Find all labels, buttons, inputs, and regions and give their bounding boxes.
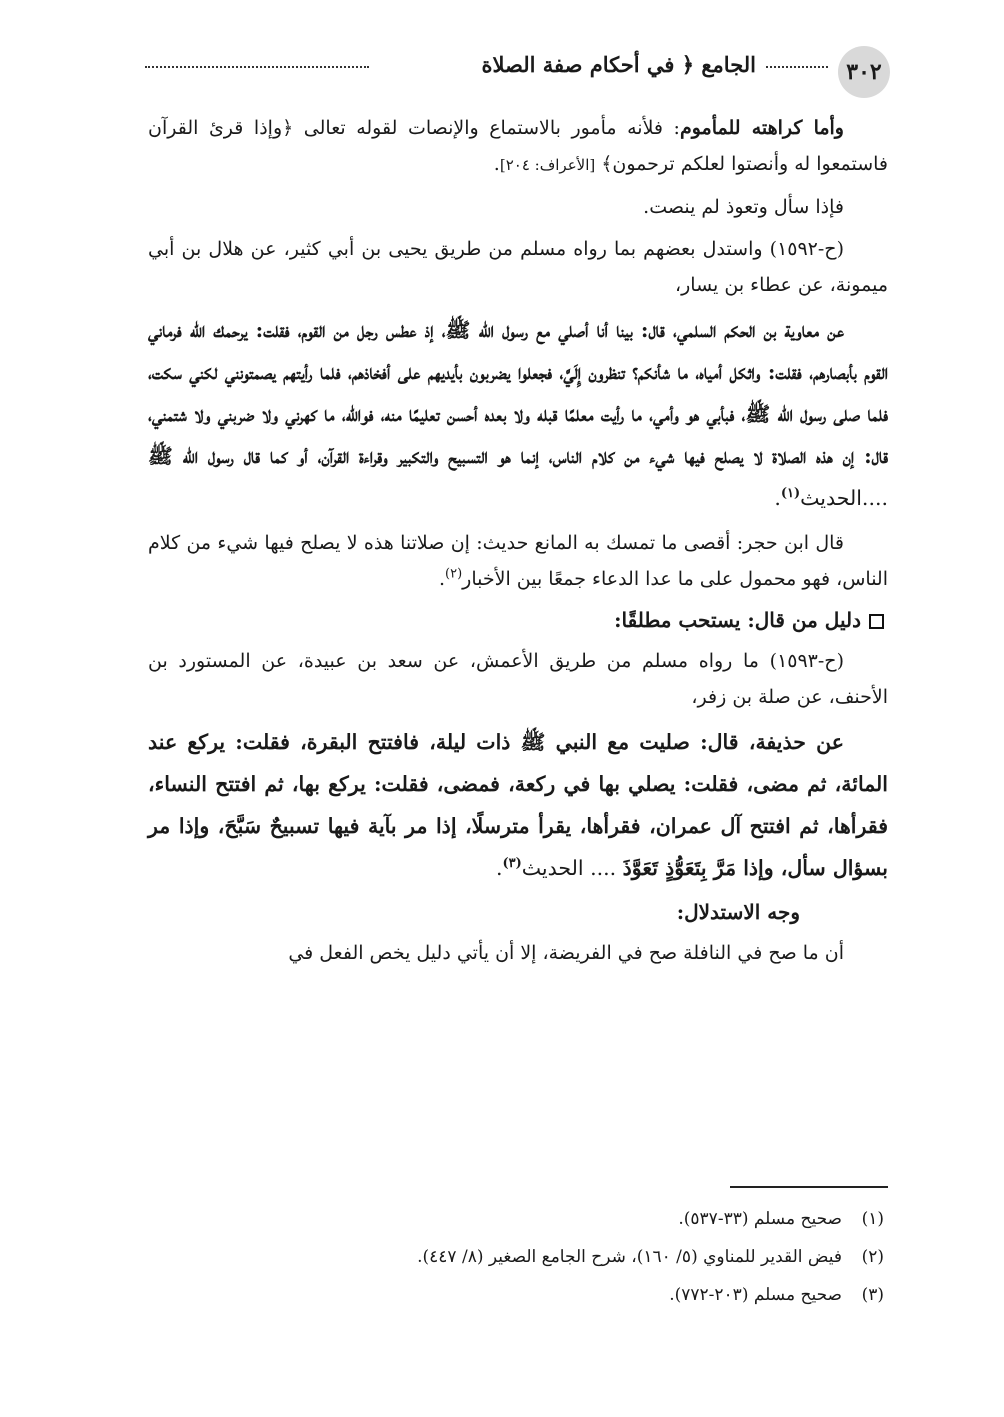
footnote-ref-2: (٢) (445, 566, 463, 582)
footnote-ref-1: (١) (780, 486, 801, 502)
footnote-item: (١)صحيح مسلم (٣٣-٥٣٧). (678, 1209, 884, 1229)
footnote-item: (٣)صحيح مسلم (٢٠٣-٧٧٢). (669, 1285, 884, 1305)
page-body (148, 110, 888, 977)
paragraph-istidlal: أن ما صح في النافلة صح في الفريضة، إلا أن يأتي دليل يخص الفعل في (288, 942, 844, 964)
footnote-ref-3: (٣) (502, 856, 522, 872)
paragraph-narration-1593: (ح-١٥٩٣) ما رواه مسلم من طريق الأعمش، عن سعد بن عبيدة، عن المستورد بن الأحنف، عن صلة بن زفر، (148, 650, 888, 708)
section-heading-istidlal: وجه الاستدلال: (676, 900, 800, 924)
page-header (145, 44, 890, 100)
checkbox-square-icon (869, 614, 884, 629)
quran-citation: [الأعراف: ٢٠٤] (499, 156, 596, 174)
footnote-divider (730, 1186, 888, 1188)
hadith-muawiya: عن معاوية بن الحكم السلمي، قال: بينا أنا أصلي مع رسول الله ﷺ، إذ عطس رجل من القوم، فقلت: يرحمك الله فرماني القوم بأبصارهم، فقلت: واثكل أمياه، ما شأنكم؟ تنظرون إِلَيَّ، فجعلوا يضربون بأيديهم على أفخاذهم، فلما رأيتهم يصمتونني لكني سكت، فلما صلى رسول الله ﷺ، فبأبي هو وأمي، ما رأيت معلمًا قبله ولا بعده أحسن تعليمًا منه، فوالله، ما كهرني ولا ضربني ولا شتمني، قال: إن هذه الصلاة لا يصلح فيها شيء من كلام الناس، إنما هو التسبيح والتكبير وقراءة القرآن، أو كما قال رسول الله ﷺ ....الحديث$^{(١)}$. (148, 318, 888, 510)
section-heading-mustahab: دليل من قال: يستحب مطلقًا: (148, 603, 888, 637)
page-number: ٣٠٢ (838, 46, 890, 98)
paragraph-imam-dislike: وأما كراهته للمأموم: فلأنه مأمور بالاستماع والإنصات لقوله تعالى ﴿وإذا قرئ القرآن فاستمعوا له وأنصتوا لعلكم ترحمون﴾ [الأعراف: ٢٠٤]. (148, 117, 888, 175)
header-dots-left (145, 66, 369, 68)
paragraph-ibn-hajar: قال ابن حجر: أقصى ما تمسك به المانع حديث: إن صلاتنا هذه لا يصلح فيها شيء من كلام الناس، فهو محمول على ما عدا الدعاء جمعًا بين الأخبار$^{(٢)}$. (148, 532, 888, 590)
paragraph-short: فإذا سأل وتعوذ لم ينصت. (643, 196, 844, 218)
paragraph-lead: وأما كراهته للمأموم (679, 117, 844, 139)
footnotes (148, 1200, 888, 1314)
paragraph-narration-1592: (ح-١٥٩٢) واستدل بعضهم بما رواه مسلم من طريق يحيى بن أبي كثير، عن هلال بن أبي ميمونة، عن عطاء بن يسار، (148, 238, 888, 296)
hadith-hudhayfa: عن حذيفة، قال: صليت مع النبي ﷺ ذات ليلة، فافتتح البقرة، فقلت: يركع عند المائة، ثم مضى، فقلت: يصلي بها في ركعة، فمضى، فقلت: يركع بها، ثم افتتح النساء، فقرأها، ثم افتتح آل عمران، فقرأها، يقرأ مترسلًا، إذا مر بآية فيها تسبيحٌ سَبَّحَ، وإذا مر بسؤال سأل، وإذا مَرَّ بِتَعَوُّذٍ تَعَوَّذَ .... الحديث$^{(٣)}$. (148, 730, 888, 880)
header-dots-right (766, 66, 828, 68)
footnote-item: (٢)فيض القدير للمناوي (٥/ ١٦٠)، شرح الجامع الصغير (٨/ ٤٤٧). (417, 1247, 884, 1267)
running-title: الجامع ﴿ في أحكام صفة الصلاة (481, 52, 756, 77)
paragraph-text: : فلأنه مأمور بالاستماع والإنصات لقوله تعالى ﴿وإذا قرئ القرآن فاستمعوا له وأنصتوا لعلكم ترحمون﴾ (148, 117, 888, 175)
